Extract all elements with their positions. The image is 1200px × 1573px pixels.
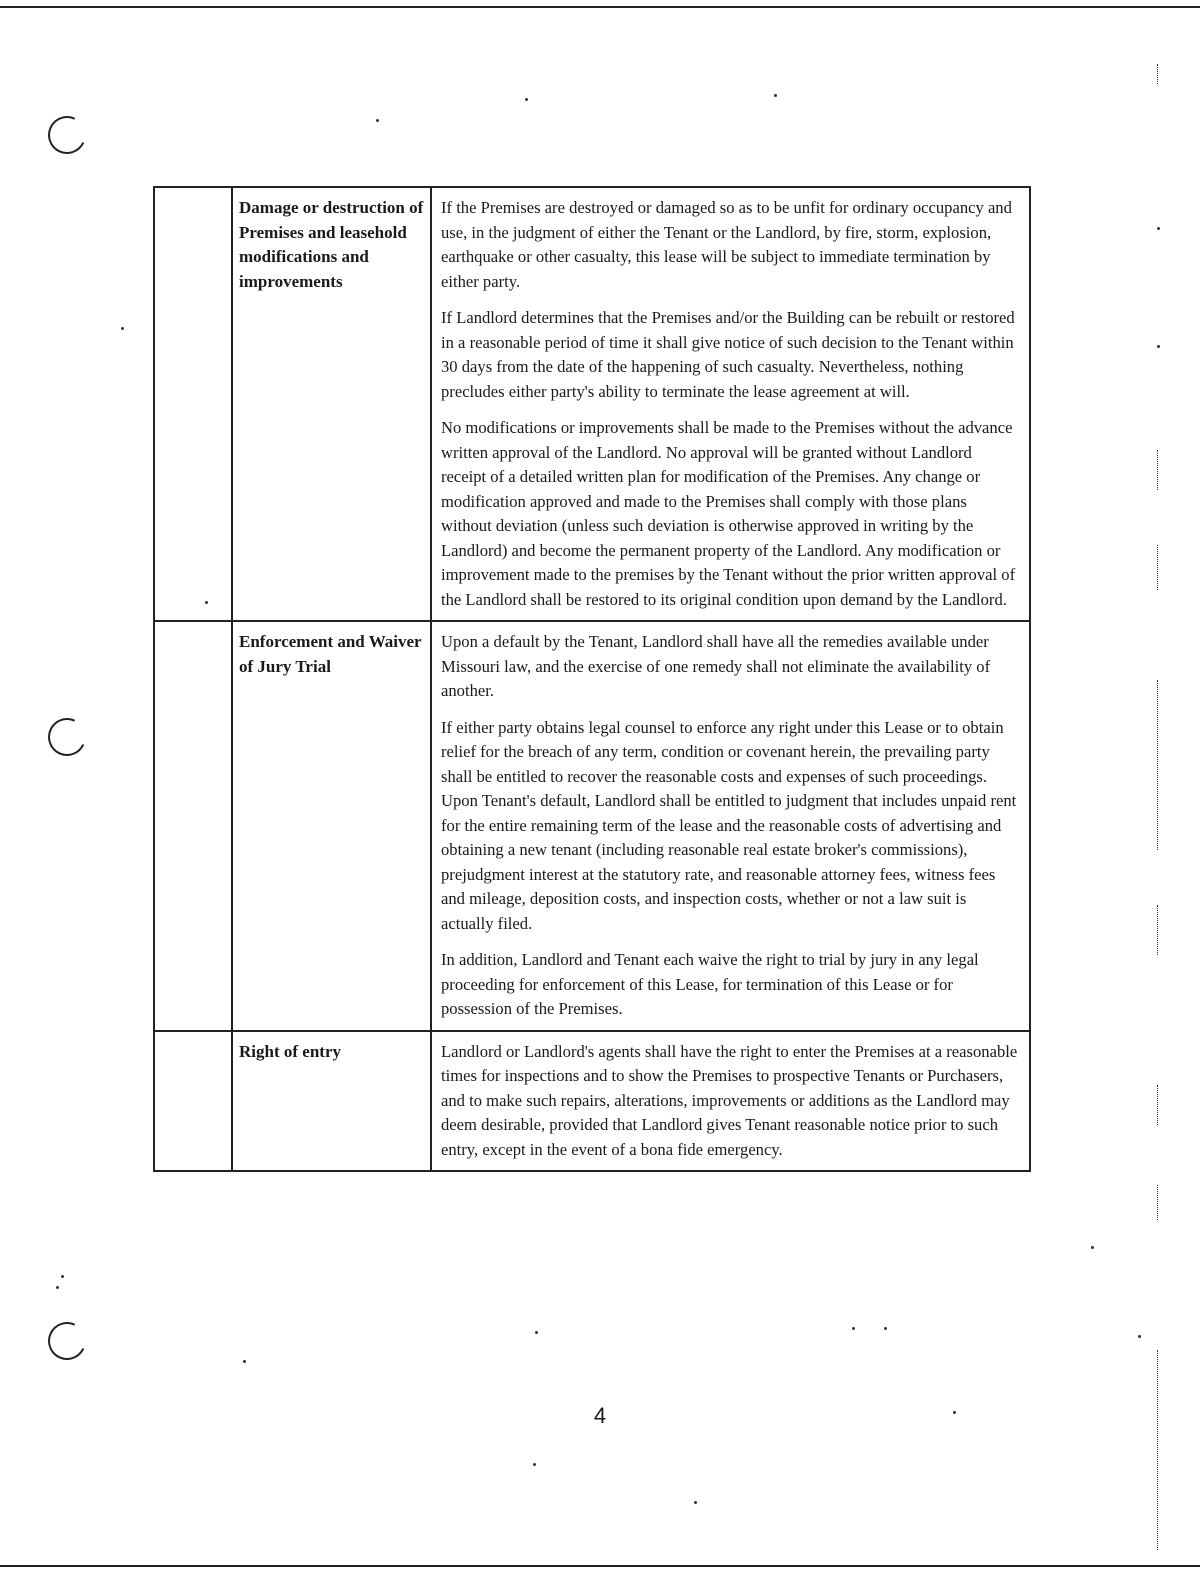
scan-speck	[852, 1327, 855, 1330]
section-paragraph: If Landlord determines that the Premises and/or the Building can be rebuilt or restored in a reasonable period of time it shall give notice of such decision to the Tenant within 30 days from the date of the happening of such casualty. Nevertheless, nothing precludes either party's ability to terminate the lease agreement at will.	[441, 308, 1015, 401]
section-heading-cell	[232, 1031, 431, 1172]
section-body-cell	[431, 621, 1030, 1031]
table-row-right-of-entry	[154, 1031, 1030, 1172]
punch-hole-top	[43, 111, 92, 160]
page-bottom-edge	[0, 1565, 1200, 1567]
table-row-damage	[154, 187, 1030, 621]
page-number: 4	[593, 1403, 607, 1428]
blank-column-cell	[154, 1031, 232, 1172]
section-paragraph: Upon a default by the Tenant, Landlord shall have all the remedies available under Missouri law, and the exercise of one remedy shall not eliminate the availability of another.	[441, 632, 991, 700]
section-paragraph: Landlord or Landlord's agents shall have the right to enter the Premises at a reasonable times for inspections and to show the Premises to prospective Tenants or Purchasers, and to make such repairs, alterations, improvements or additions as the Landlord may deem desirable, provided that Landlord gives Tenant reasonable notice prior to such entry, except in the event of a bona fide emergency.	[441, 1041, 1018, 1159]
scan-speck	[376, 119, 379, 122]
section-body-cell	[431, 187, 1030, 621]
scan-margin-mark	[1157, 64, 1159, 84]
scan-margin-mark	[1157, 545, 1159, 590]
scan-speck	[1138, 1335, 1141, 1338]
scan-speck	[1157, 345, 1160, 348]
section-heading: Enforcement and Waiver of Jury Trial	[239, 632, 422, 676]
scan-speck	[533, 1463, 536, 1466]
scan-speck	[121, 327, 124, 330]
punch-hole-bottom	[43, 1317, 92, 1366]
section-paragraph: No modifications or improvements shall be made to the Premises without the advance written approval of the Landlord. No approval will be granted without Landlord receipt of a detailed written plan for modification of the Premises. Any change or modification approved and made to the Premises shall comply with those plans without deviation (unless such deviation is otherwise approved in writing by the Landlord) and become the permanent property of the Landlord. Any modification or improvement made to the premises by the Tenant without the prior written approval of the Landlord shall be restored to its original condition upon demand by the Landlord.	[441, 418, 1016, 609]
section-heading-cell	[232, 187, 431, 621]
section-heading: Right of entry	[239, 1041, 341, 1061]
blank-column-cell	[154, 621, 232, 1031]
scan-speck	[535, 1331, 538, 1334]
section-paragraph: If either party obtains legal counsel to enforce any right under this Lease or to obtain relief for the breach of any term, condition or covenant herein, the prevailing party shall be entitled to recover the reasonable costs and expenses of such proceedings. Upon Tenant's default, Landlord shall be entitled to judgment that includes unpaid rent for the entire remaining term of the lease and the reasonable costs of advertising and obtaining a new tenant (including reasonable real estate broker's commissions), prejudgment interest at the statutory rate, and reasonable attorney fees, witness fees and mileage, deposition costs, and inspection costs, whether or not a law suit is actually filed.	[441, 717, 1017, 933]
scan-margin-mark	[1157, 1350, 1159, 1550]
scan-margin-mark	[1157, 1085, 1159, 1125]
scan-speck	[884, 1327, 887, 1330]
section-paragraph: If the Premises are destroyed or damaged so as to be unfit for ordinary occupancy and use, in the judgment of either the Tenant or the Landlord, by fire, storm, explosion, earthquake or other casualty, this lease will be subject to immediate termination by either party.	[441, 198, 1012, 291]
punch-hole-middle	[43, 713, 92, 762]
scan-speck	[525, 98, 528, 101]
scan-margin-mark	[1157, 450, 1159, 490]
section-heading-cell	[232, 621, 431, 1031]
scan-speck	[56, 1286, 59, 1289]
scan-margin-mark	[1157, 680, 1159, 850]
table-row-enforcement	[154, 621, 1030, 1031]
scan-speck	[1157, 227, 1160, 230]
scan-speck	[243, 1360, 246, 1363]
scan-speck	[1091, 1246, 1094, 1249]
scan-margin-mark	[1157, 905, 1159, 955]
section-paragraph: In addition, Landlord and Tenant each waive the right to trial by jury in any legal proceeding for enforcement of this Lease, for termination of this Lease or for possession of the Premises.	[441, 950, 979, 1018]
lease-terms-table	[153, 186, 1031, 1172]
scan-margin-mark	[1157, 1185, 1159, 1220]
page-top-edge	[0, 6, 1200, 8]
scan-speck	[694, 1501, 697, 1504]
scan-speck	[774, 94, 777, 97]
section-body-cell	[431, 1031, 1030, 1172]
scan-speck	[61, 1275, 64, 1278]
section-heading: Damage or destruction of Premises and leasehold modifications and improvements	[239, 198, 424, 291]
blank-column-cell	[154, 187, 232, 621]
